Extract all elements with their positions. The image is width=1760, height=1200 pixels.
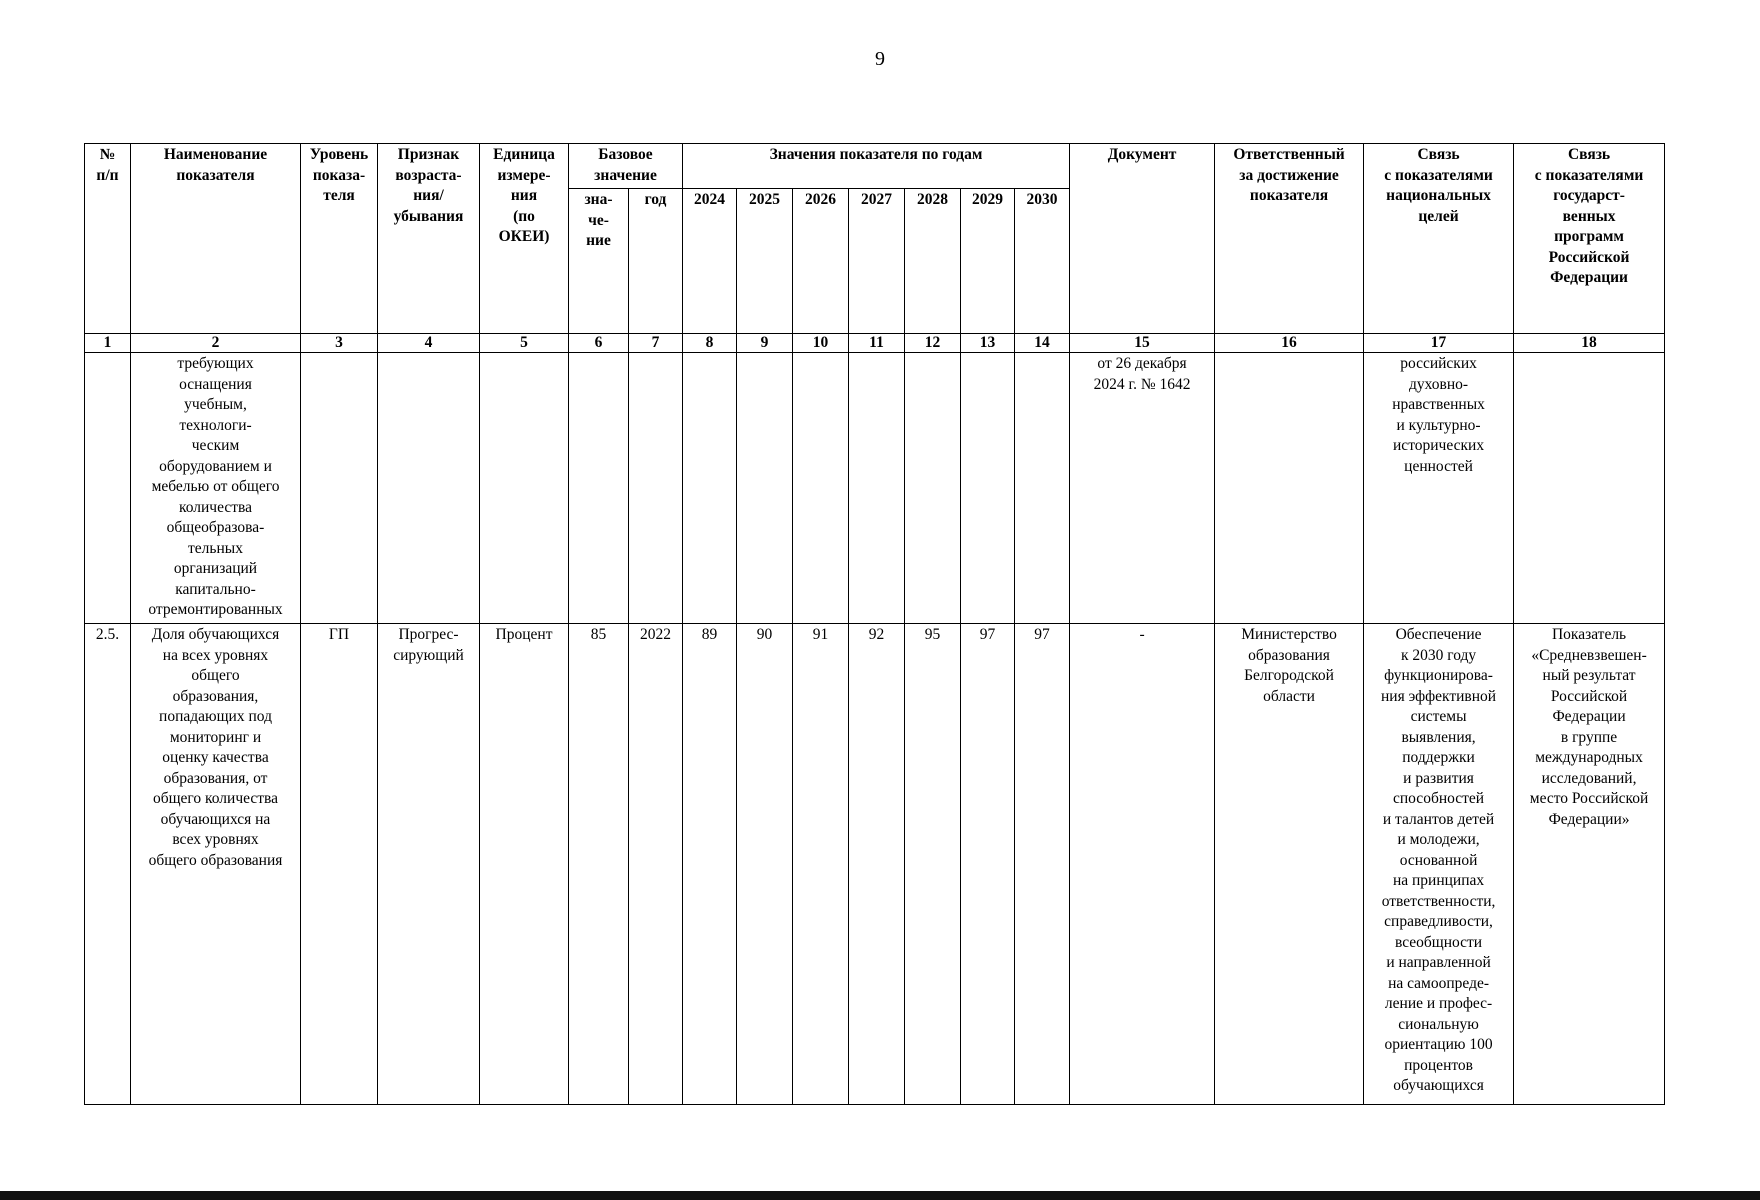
column-number: 12 [905, 334, 961, 353]
page-bottom-edge [0, 1191, 1760, 1200]
cell-unit [480, 353, 569, 624]
header-row-top [85, 144, 1665, 189]
cell-year-value [793, 353, 849, 624]
column-number: 10 [793, 334, 849, 353]
header-link-national: Связь с показателями национальных целей [1364, 144, 1514, 334]
header-link-state: Связь с показателями государст- венных программ Российской Федерации [1514, 144, 1665, 334]
column-numbers-row [85, 334, 1665, 353]
header-year: 2029 [961, 189, 1015, 334]
indicators-table [84, 143, 1665, 1105]
cell-year-value [737, 353, 793, 624]
column-number: 1 [85, 334, 131, 353]
header-base: Базовое значение [569, 144, 683, 189]
cell-level [301, 353, 378, 624]
cell-link-national: Обеспечение к 2030 году функционирова- ния эффективной системы выявления, поддержки и развития способностей и талантов детей и молодежи, основанной на принципах ответственности, справедливости, всеобщности и направленной на самоопреде- ление и профес- сиональную ориентацию 100 процентов обучающихся [1364, 624, 1514, 1105]
column-number: 11 [849, 334, 905, 353]
cell-link-national: российских духовно- нравственных и культурно- исторических ценностей [1364, 353, 1514, 624]
column-number: 18 [1514, 334, 1665, 353]
cell-base-year: 2022 [629, 624, 683, 1105]
cell-year-value: 91 [793, 624, 849, 1105]
header-year: 2030 [1015, 189, 1070, 334]
column-number: 14 [1015, 334, 1070, 353]
table-row [85, 624, 1665, 1105]
cell-year-value [905, 353, 961, 624]
cell-trend: Прогрес- сирующий [378, 624, 480, 1105]
header-level: Уровень показа- теля [301, 144, 378, 334]
cell-year-value: 89 [683, 624, 737, 1105]
cell-year-value [1015, 353, 1070, 624]
column-number: 8 [683, 334, 737, 353]
cell-base-value: 85 [569, 624, 629, 1105]
cell-year-value: 95 [905, 624, 961, 1105]
cell-year-value [683, 353, 737, 624]
header-base-year: год [629, 189, 683, 334]
column-number: 9 [737, 334, 793, 353]
cell-num: 2.5. [85, 624, 131, 1105]
header-document: Документ [1070, 144, 1215, 334]
column-number: 2 [131, 334, 301, 353]
column-number: 16 [1215, 334, 1364, 353]
cell-link-state: Показатель «Средневзвешен- ный результат Российской Федерации в группе международных исследований, место Российской Федерации» [1514, 624, 1665, 1105]
column-number: 5 [480, 334, 569, 353]
cell-responsible [1215, 353, 1364, 624]
column-number: 6 [569, 334, 629, 353]
header-year: 2026 [793, 189, 849, 334]
cell-name: Доля обучающихся на всех уровнях общего образования, попадающих под мониторинг и оценку качества образования, от общего количества обучающихся на всех уровнях общего образования [131, 624, 301, 1105]
cell-trend [378, 353, 480, 624]
cell-unit: Процент [480, 624, 569, 1105]
header-year: 2024 [683, 189, 737, 334]
cell-year-value [961, 353, 1015, 624]
cell-year-value: 97 [1015, 624, 1070, 1105]
header-year: 2025 [737, 189, 793, 334]
header-unit: Единица измере- ния (по ОКЕИ) [480, 144, 569, 334]
header-years: Значения показателя по годам [683, 144, 1070, 189]
cell-link-state [1514, 353, 1665, 624]
cell-year-value [849, 353, 905, 624]
cell-document: - [1070, 624, 1215, 1105]
header-year: 2028 [905, 189, 961, 334]
header-name: Наименование показателя [131, 144, 301, 334]
column-number: 13 [961, 334, 1015, 353]
header-responsible: Ответственный за достижение показателя [1215, 144, 1364, 334]
column-number: 3 [301, 334, 378, 353]
cell-year-value: 92 [849, 624, 905, 1105]
cell-num [85, 353, 131, 624]
cell-level: ГП [301, 624, 378, 1105]
header-num: № п/п [85, 144, 131, 334]
cell-name: требующих оснащения учебным, технологи- ческим оборудованием и мебелью от общего количества общеобразова- тельных организаций капитально- отремонтированных [131, 353, 301, 624]
column-number: 15 [1070, 334, 1215, 353]
page-number: 9 [875, 48, 885, 70]
header-trend: Признак возраста- ния/ убывания [378, 144, 480, 334]
cell-base-year [629, 353, 683, 624]
column-number: 7 [629, 334, 683, 353]
header-base-value: зна- че- ние [569, 189, 629, 334]
column-number: 17 [1364, 334, 1514, 353]
cell-year-value: 97 [961, 624, 1015, 1105]
column-number: 4 [378, 334, 480, 353]
header-year: 2027 [849, 189, 905, 334]
continuation-row [85, 353, 1665, 624]
cell-document: от 26 декабря 2024 г. № 1642 [1070, 353, 1215, 624]
cell-year-value: 90 [737, 624, 793, 1105]
cell-base-value [569, 353, 629, 624]
cell-responsible: Министерство образования Белгородской области [1215, 624, 1364, 1105]
